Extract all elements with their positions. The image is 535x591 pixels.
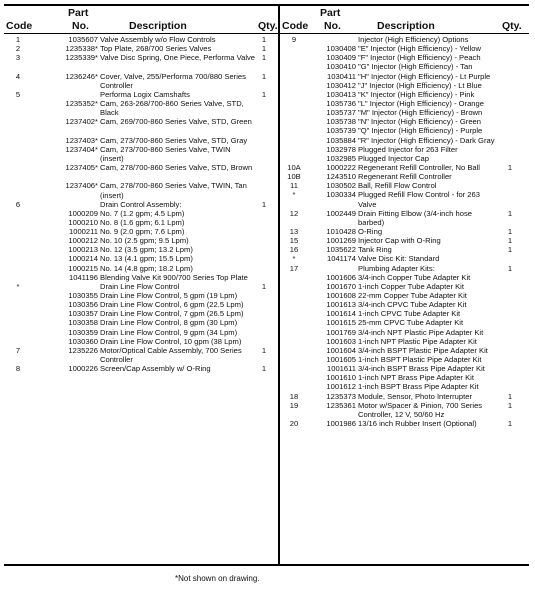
left-rows: [4, 34, 278, 373]
table-row: [4, 44, 278, 53]
table-row: [4, 227, 278, 236]
part-number: 1030357: [68, 309, 98, 319]
quantity: 1: [261, 364, 267, 374]
part-number: 1032978: [326, 144, 356, 154]
item-code: 16: [289, 245, 299, 255]
part-description: Drain Line Flow Control, 8 gpm (30 Lpm): [100, 318, 238, 328]
part-number: 1001606: [326, 272, 356, 282]
part-description: "F" Injector (High Efficiency) - Peach: [358, 53, 481, 63]
part-description: No. 13 (4.1 gpm; 15.5 Lpm): [100, 254, 193, 264]
part-description: Valve Assembly w/o Flow Controls: [100, 35, 216, 44]
table-row: [4, 236, 278, 245]
part-number: 1001613: [326, 300, 356, 310]
part-number: 1002449: [326, 208, 356, 218]
part-description: Valve Disc Kit: Standard: [358, 254, 440, 264]
header-part-line2: No.: [72, 20, 89, 32]
quantity: 1: [261, 44, 267, 54]
table-row: [4, 273, 278, 282]
table-row: [280, 328, 529, 337]
part-number: 1000213: [68, 245, 98, 255]
part-number: 1001605: [326, 354, 356, 364]
part-description: 1-inch BSPT Plastic Pipe Adapter Kit: [358, 354, 482, 364]
table-row: [4, 346, 278, 364]
table-row: [4, 53, 278, 71]
part-number: 1030409: [326, 53, 356, 63]
part-number: 1001615: [326, 318, 356, 328]
part-description: 13/16 inch Rubber Insert (Optional): [358, 418, 477, 428]
part-description: 1-inch BSPT Brass Pipe Adapter Kit: [358, 382, 479, 392]
part-number: 1035884: [326, 135, 356, 145]
table-row: [280, 392, 529, 401]
header-description: Description: [377, 20, 435, 32]
quantity: 1: [507, 391, 513, 401]
item-code: 18: [289, 391, 299, 401]
table-row: [280, 117, 529, 126]
part-number: 1030355: [68, 291, 98, 301]
part-description: Drain Line Flow Control, 10 gpm (38 Lpm): [100, 336, 242, 346]
table-row: [4, 218, 278, 227]
item-code: *: [16, 281, 20, 291]
table-row: [280, 346, 529, 355]
part-number: 1237402*: [65, 117, 98, 127]
part-description: 1-inch NPT Plastic Pipe Adapter Kit: [358, 336, 477, 346]
table-row: [280, 62, 529, 71]
table-row: [280, 355, 529, 364]
part-number: 1030410: [326, 62, 356, 72]
part-number: 1000209: [68, 208, 98, 218]
table-row: [4, 117, 278, 135]
quantity: 1: [507, 208, 513, 218]
part-number: 1243510: [326, 172, 356, 182]
part-description: Module, Sensor, Photo Interrupter: [358, 391, 472, 401]
part-description: 25-mm CPVC Tube Adapter Kit: [358, 318, 464, 328]
part-number: 1001608: [326, 290, 356, 300]
part-number: 1235226: [68, 345, 98, 355]
quantity: 1: [507, 236, 513, 246]
part-description: "J" Injector (High Efficiency) - Lt Blue: [358, 80, 482, 90]
table-row: [4, 309, 278, 318]
footnote: *Not shown on drawing.: [175, 574, 260, 583]
left-parts-table: [4, 6, 278, 373]
part-number: 1235338*: [65, 44, 98, 54]
part-number: 1237406*: [65, 181, 98, 191]
item-code: 1: [15, 35, 21, 44]
table-row: [4, 300, 278, 309]
part-description: Drain Control Assembly:: [100, 199, 182, 209]
item-code: 15: [289, 236, 299, 246]
part-description: "G" Injector (High Efficiency) - Tan: [358, 62, 473, 72]
table-row: [280, 99, 529, 108]
table-row: [280, 309, 529, 318]
part-description: Plugged Injector for 263 Filter: [358, 144, 458, 154]
item-code: 7: [15, 345, 21, 355]
header-qty: Qty.: [258, 20, 278, 32]
table-row: [4, 282, 278, 291]
table-row: [280, 227, 529, 236]
part-description: "N" Injector (High Efficiency) - Green: [358, 117, 481, 127]
table-row: [4, 163, 278, 181]
table-row: [280, 419, 529, 428]
item-code: 4: [15, 71, 21, 81]
table-row: [280, 81, 529, 90]
part-number: 1237405*: [65, 163, 98, 173]
part-number: 1030502: [326, 181, 356, 191]
quantity: 1: [261, 89, 267, 99]
quantity: 1: [261, 53, 267, 63]
table-row: [4, 99, 278, 117]
part-number: 1000214: [68, 254, 98, 264]
table-row: [280, 90, 529, 99]
table-row: [280, 53, 529, 62]
header-description: Description: [129, 20, 187, 32]
table-row: [4, 364, 278, 373]
part-description: Injector Cap with O-Ring: [358, 236, 441, 246]
part-number: 1000215: [68, 263, 98, 273]
part-description: Cam, 273/700-860 Series Valve, STD, Gray: [100, 135, 248, 145]
part-number: 1030356: [68, 300, 98, 310]
part-number: 1030412: [326, 80, 356, 90]
part-description: No. 14 (4.8 gpm; 18.2 Lpm): [100, 263, 193, 273]
part-description: Plugged Refill Flow Control - for 263 Valve: [358, 190, 480, 209]
part-description: Plugged Injector Cap: [358, 153, 429, 163]
table-row: [280, 108, 529, 117]
part-description: O-Ring: [358, 226, 383, 236]
item-code: *: [292, 190, 296, 200]
part-description: Tank Ring: [358, 245, 392, 255]
table-row: [4, 200, 278, 209]
part-number: 1000222: [326, 162, 356, 172]
table-row: [280, 126, 529, 135]
table-row: [4, 264, 278, 273]
part-description: No. 7 (1.2 gpm; 4.5 Lpm): [100, 208, 185, 218]
part-description: 3/4-inch BSPT Plastic Pipe Adapter Kit: [358, 345, 488, 355]
item-code: 12: [289, 208, 299, 218]
part-description: Injector (High Efficiency) Options: [358, 35, 469, 44]
part-description: Drain Line Flow Control, 5 gpm (19 Lpm): [100, 291, 238, 301]
part-number: 1001612: [326, 382, 356, 392]
quantity: 1: [507, 400, 513, 410]
table-row: [4, 145, 278, 163]
item-code: 19: [289, 400, 299, 410]
item-code: 13: [289, 226, 299, 236]
part-number: 1235373: [326, 391, 356, 401]
table-row: [280, 264, 529, 273]
part-number: 1030413: [326, 89, 356, 99]
table-row: [280, 282, 529, 291]
part-description: Regenerant Refill Controller, No Ball: [358, 162, 480, 172]
table-row: [280, 172, 529, 181]
part-description: Cam, 273/700-860 Series Valve, TWIN (insert): [100, 144, 231, 163]
part-number: 1001769: [326, 327, 356, 337]
item-code: 3: [15, 53, 21, 63]
table-row: [280, 35, 529, 44]
part-description: "Q" Injector (High Efficiency) - Purple: [358, 126, 483, 136]
part-number: 1010428: [326, 226, 356, 236]
part-description: No. 9 (2.0 gpm; 7.6 Lpm): [100, 227, 185, 237]
table-row: [280, 300, 529, 309]
table-row: [280, 190, 529, 208]
table-row: [280, 245, 529, 254]
part-description: Drain Line Flow Control, 6 gpm (22.5 Lpm): [100, 300, 244, 310]
table-row: [280, 145, 529, 154]
part-description: Motor/Optical Cable Assembly, 700 Series Controller: [100, 345, 242, 365]
item-code: 6: [15, 199, 21, 209]
table-row: [280, 136, 529, 145]
table-row: [280, 181, 529, 190]
table-row: [280, 337, 529, 346]
item-code: 17: [289, 263, 299, 273]
table-row: [4, 181, 278, 199]
part-description: Screen/Cap Assembly w/ O-Ring: [100, 364, 211, 374]
part-description: "M" Injector (High Efficiency) - Brown: [358, 108, 483, 118]
part-description: Drain Line Flow Control, 9 gpm (34 Lpm): [100, 327, 238, 337]
part-number: 1035736: [326, 98, 356, 108]
table-header: [4, 6, 278, 34]
part-description: "L" Injector (High Efficiency) - Orange: [358, 98, 484, 108]
part-description: 22-mm Copper Tube Adapter Kit: [358, 290, 467, 300]
part-description: Cover, Valve, 255/Performa 700/880 Series Controller: [100, 71, 246, 90]
table-row: [4, 337, 278, 346]
item-code: 20: [289, 418, 299, 428]
item-code: 10A: [287, 162, 301, 172]
part-description: 1-inch Copper Tube Adapter Kit: [358, 281, 464, 291]
part-number: 1001614: [326, 309, 356, 319]
quantity: 1: [261, 35, 267, 44]
part-number: 1035738: [326, 117, 356, 127]
part-number: 1001986: [326, 418, 356, 428]
quantity: 1: [507, 162, 513, 172]
part-number: 1236246*: [65, 71, 98, 81]
right-rows: [280, 34, 529, 428]
table-row: [280, 364, 529, 373]
part-description: Ball, Refill Flow Control: [358, 181, 437, 191]
part-description: 3/4-inch BSPT Brass Pipe Adapter Kit: [358, 364, 485, 374]
quantity: 1: [261, 199, 267, 209]
part-description: No. 8 (1.6 gpm; 6.1 Lpm): [100, 217, 185, 227]
part-description: "K" Injector (High Efficiency) - Pink: [358, 89, 475, 99]
table-row: [280, 44, 529, 53]
quantity: 1: [507, 226, 513, 236]
part-description: Blending Valve Kit 900/700 Series Top Plate: [100, 272, 248, 282]
part-description: 1-inch NPT Brass Pipe Adapter Kit: [358, 373, 474, 383]
header-part-line1: Part: [320, 7, 341, 19]
part-description: Plumbing Adapter Kits:: [358, 263, 435, 273]
quantity: 1: [507, 245, 513, 255]
table-row: [4, 245, 278, 254]
table-row: [4, 35, 278, 44]
table-row: [4, 291, 278, 300]
part-number: 1000226: [68, 364, 98, 374]
part-description: Cam, 278/700-860 Series Valve, TWIN, Tan (insert): [100, 181, 247, 200]
part-number: 1235339*: [65, 53, 98, 63]
table-row: [280, 154, 529, 163]
table-row: [280, 236, 529, 245]
part-description: Regenerant Refill Controller: [358, 172, 452, 182]
part-number: 1030359: [68, 327, 98, 337]
part-description: 3/4-inch NPT Plastic Pipe Adapter Kit: [358, 327, 484, 337]
part-description: 1-inch CPVC Tube Adapter Kit: [358, 309, 461, 319]
part-description: Motor w/Spacer & Pinion, 700 Series Controller, 12 V, 50/60 Hz: [358, 400, 483, 419]
part-number: 1030358: [68, 318, 98, 328]
part-number: 1032985: [326, 153, 356, 163]
table-row: [280, 273, 529, 282]
table-row: [4, 90, 278, 99]
part-number: 1041174: [327, 254, 356, 264]
part-number: 1001610: [326, 373, 356, 383]
part-number: 1001611: [327, 364, 356, 374]
part-description: No. 10 (2.5 gpm; 9.5 Lpm): [100, 236, 189, 246]
part-number: 1237404*: [65, 144, 98, 154]
part-description: Cam, 269/700-860 Series Valve, STD, Green: [100, 117, 252, 127]
table-row: [280, 209, 529, 227]
table-row: [280, 254, 529, 263]
header-qty: Qty.: [502, 20, 522, 32]
table-row: [4, 209, 278, 218]
item-code: 5: [15, 89, 21, 99]
part-description: No. 12 (3.5 gpm; 13.2 Lpm): [100, 245, 193, 255]
part-number: 1001269: [326, 236, 356, 246]
header-part-line2: No.: [324, 20, 341, 32]
item-code: 9: [291, 35, 297, 44]
part-description: 3/4-inch CPVC Tube Adapter Kit: [358, 300, 467, 310]
part-number: 1000210: [68, 217, 98, 227]
part-description: "H" Injector (High Efficiency) - Lt Purple: [358, 71, 491, 81]
table-row: [4, 328, 278, 337]
part-number: 1235361: [326, 400, 356, 410]
part-number: 1001670: [326, 281, 356, 291]
part-description: Performa Logix Camshafts: [100, 89, 190, 99]
part-number: 1035739: [326, 126, 356, 136]
part-number: 1000212: [68, 236, 98, 246]
part-description: Cam, 263-268/700-860 Series Valve, STD, Black: [100, 99, 244, 118]
part-number: 1000211: [69, 227, 98, 237]
quantity: 1: [507, 263, 513, 273]
table-row: [280, 318, 529, 327]
part-number: 1237403*: [65, 135, 98, 145]
part-description: "E" Injector (High Efficiency) - Yellow: [358, 44, 482, 54]
part-description: Drain Line Flow Control: [100, 281, 180, 291]
item-code: 11: [290, 181, 298, 191]
part-number: 1030334: [326, 190, 356, 200]
table-row: [280, 291, 529, 300]
table-row: [280, 373, 529, 382]
part-number: 1041196: [69, 272, 98, 282]
table-row: [280, 401, 529, 419]
part-number: 1035737: [326, 108, 356, 118]
table-row: [4, 254, 278, 263]
part-description: Cam, 278/700-860 Series Valve, STD, Brown: [100, 163, 253, 173]
part-number: 1235352*: [65, 99, 98, 109]
item-code: 10B: [287, 172, 301, 182]
part-number: 1030360: [68, 336, 98, 346]
part-number: 1001603: [326, 336, 356, 346]
quantity: 1: [261, 281, 267, 291]
item-code: 8: [15, 364, 21, 374]
part-number: 1035622: [326, 245, 356, 255]
header-code: Code: [6, 20, 33, 32]
part-number: 1035607: [68, 35, 98, 44]
header-part-line1: Part: [68, 7, 89, 19]
part-number: 1030408: [326, 44, 356, 54]
right-parts-table: [280, 6, 529, 428]
part-description: "R" Injector (High Efficiency) - Dark Gray: [358, 135, 495, 145]
table-row: [280, 163, 529, 172]
quantity: 1: [507, 418, 513, 428]
table-row: [280, 382, 529, 391]
table-row: [4, 136, 278, 145]
header-code: Code: [282, 20, 309, 32]
part-description: Drain Fitting Elbow (3/4-inch hose barbed): [358, 208, 472, 227]
item-code: 2: [15, 44, 21, 54]
table-row: [4, 72, 278, 90]
part-description: Valve Disc Spring, One Piece, Performa Valve: [100, 53, 256, 63]
part-description: Top Plate, 268/700 Series Valves: [100, 44, 212, 54]
part-number: 1030411: [327, 71, 356, 81]
quantity: 1: [261, 71, 267, 81]
table-row: [4, 318, 278, 327]
table-header: [280, 6, 529, 34]
table-row: [280, 72, 529, 81]
part-description: Drain Line Flow Control, 7 gpm (26.5 Lpm): [100, 309, 244, 319]
item-code: *: [292, 254, 296, 264]
part-number: 1001604: [326, 345, 356, 355]
quantity: 1: [261, 345, 267, 355]
part-description: 3/4-inch Copper Tube Adapter Kit: [358, 272, 471, 282]
